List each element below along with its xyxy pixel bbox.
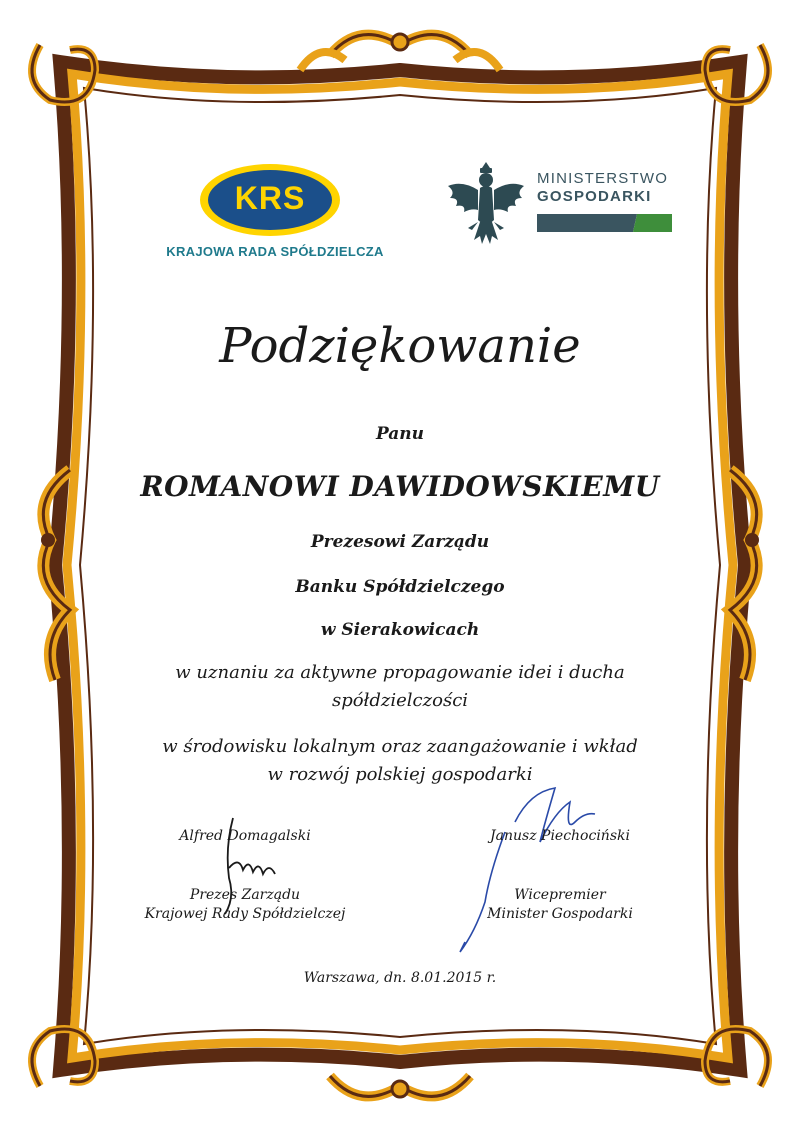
certificate-title: Podziękowanie — [219, 318, 581, 374]
signatory-left-role-line2: Krajowej Rady Spółdzielczej — [144, 906, 346, 922]
ministry-logo-bars — [537, 212, 672, 234]
signatory-right-role-line2: Minister Gospodarki — [487, 906, 633, 922]
salutation: Panu — [375, 424, 425, 444]
signature-right — [445, 782, 625, 957]
recipient-position-line2: Banku Spółdzielczego — [295, 577, 505, 597]
bottom-center-ornament — [330, 1076, 470, 1097]
reason-line4: w rozwój polskiej gospodarki — [267, 764, 533, 785]
recipient-position-line3: w Sierakowicach — [320, 620, 480, 640]
polish-eagle-icon — [444, 158, 528, 250]
ministry-name-line1: MINISTERSTWO — [537, 170, 669, 187]
signatory-left-name: Alfred Domagalski — [179, 828, 311, 844]
reason-line1: w uznaniu za aktywne propagowanie idei i ducha — [175, 662, 625, 683]
recipient-name: ROMANOWI DAWIDOWSKIEMU — [140, 470, 660, 503]
reason-line3: w środowisku lokalnym oraz zaangażowanie i wkład — [162, 736, 638, 757]
date-place: Warszawa, dn. 8.01.2015 r. — [303, 970, 497, 986]
reason-line2: spółdzielczości — [331, 690, 469, 711]
recipient-position-line1: Prezesowi Zarządu — [310, 532, 490, 552]
ministry-name-line2: GOSPODARKI — [537, 188, 652, 205]
signatory-right-name: Janusz Piechociński — [490, 828, 630, 844]
signatory-left-role-line1: Prezes Zarządu — [189, 887, 301, 903]
krs-caption: KRAJOWA RADA SPÓŁDZIELCZA — [166, 244, 384, 259]
signatory-right-role-line1: Wicepremier — [514, 887, 606, 903]
krs-logo-text: KRS — [234, 180, 306, 216]
